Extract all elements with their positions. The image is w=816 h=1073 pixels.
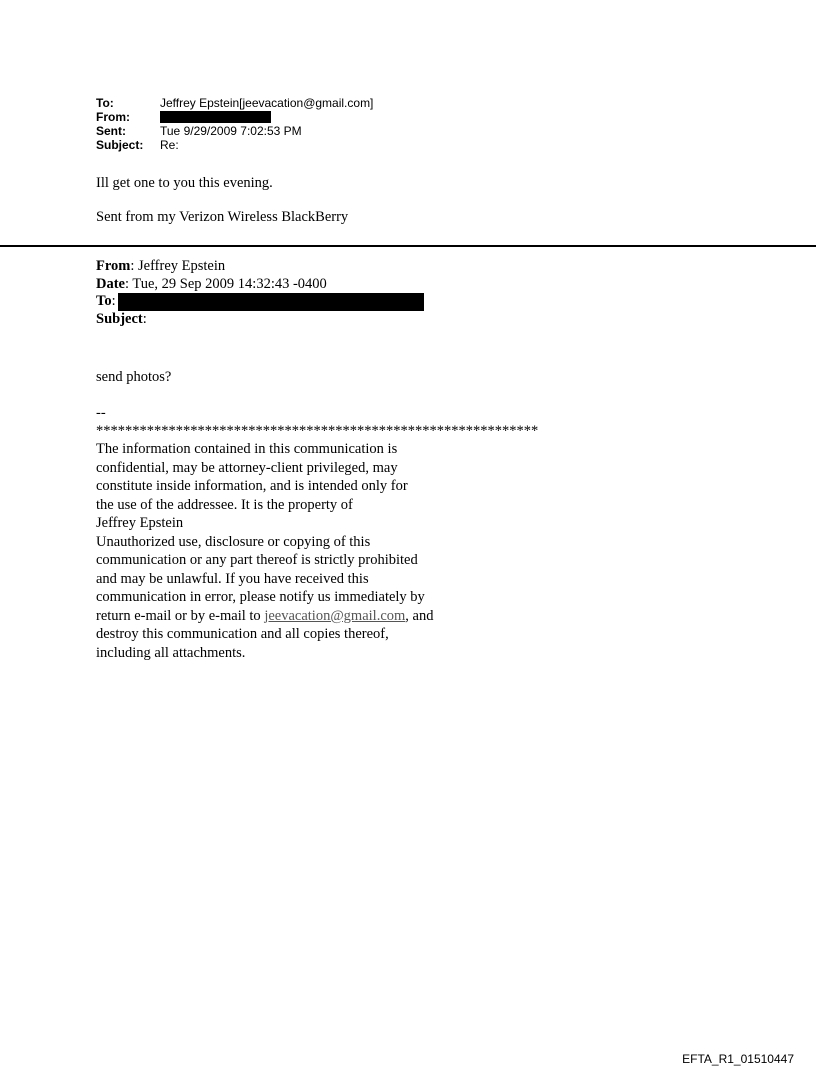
quoted-to-colon: : [111, 293, 116, 309]
quoted-date-label: Date [96, 275, 125, 292]
quoted-body: send photos? [96, 369, 172, 385]
message-line-2: Sent from my Verizon Wireless BlackBerry [96, 209, 349, 225]
disclaimer-line: Jeffrey Epstein [96, 515, 184, 531]
disclaimer-line: communication or any part thereof is strictly prohibited [96, 552, 418, 568]
to-label: To: [96, 96, 114, 110]
return-suffix: , and [405, 607, 434, 624]
return-prefix: return e-mail or by e-mail to [96, 607, 265, 624]
disclaimer-line: The information contained in this communication is [96, 441, 398, 457]
quoted-subject-row [96, 311, 424, 329]
disclaimer-line: confidential, may be attorney-client privileged, may [96, 459, 398, 476]
signature-dashes: -- [96, 405, 106, 421]
disclaimer-line: the use of the addressee. It is the property of [96, 496, 353, 513]
sent-value: Tue 9/29/2009 7:02:53 PM [160, 124, 302, 138]
subject-row [96, 138, 373, 152]
disclaimer-line: communication in error, please notify us immediately by [96, 589, 425, 605]
quoted-to-row [96, 293, 424, 311]
quoted-from-row [96, 258, 424, 276]
signature-separator [96, 404, 538, 440]
disclaimer-line: and may be unlawful. If you have received this [96, 570, 369, 587]
quoted-subject-colon: : [142, 310, 147, 327]
quoted-from-value: : Jeffrey Epstein [130, 258, 226, 274]
email-link[interactable]: jeevacation@gmail.com [264, 607, 406, 624]
sent-row [96, 124, 373, 138]
quoted-subject-label: Subject [96, 310, 143, 327]
quoted-header [96, 258, 424, 328]
from-label: From: [96, 110, 130, 124]
confidentiality-disclaimer [96, 440, 496, 662]
subject-value: Re: [160, 138, 179, 152]
document-id: EFTA_R1_01510447 [682, 1052, 794, 1066]
email-header [96, 96, 373, 152]
quoted-date-value: : Tue, 29 Sep 2009 14:32:43 -0400 [125, 275, 327, 292]
message-divider [0, 245, 816, 247]
disclaimer-line: destroy this communication and all copies thereof, [96, 626, 389, 642]
disclaimer-line: Unauthorized use, disclosure or copying of this [96, 533, 371, 550]
from-redaction [160, 111, 271, 123]
disclaimer-line: including all attachments. [96, 644, 246, 661]
quoted-date-row [96, 276, 424, 294]
subject-label: Subject: [96, 138, 144, 152]
disclaimer-return-line [96, 607, 496, 626]
to-row [96, 96, 373, 110]
quoted-to-redaction [118, 293, 424, 311]
quoted-from-label: From [96, 258, 131, 274]
signature-stars: ************************************************************* [96, 423, 539, 439]
from-row [96, 110, 373, 124]
sent-label: Sent: [96, 124, 126, 138]
to-value: Jeffrey Epstein[jeevacation@gmail.com] [160, 96, 374, 110]
message-line-1: Ill get one to you this evening. [96, 175, 273, 191]
quoted-to-label: To [96, 293, 112, 309]
disclaimer-line: constitute inside information, and is intended only for [96, 478, 408, 494]
